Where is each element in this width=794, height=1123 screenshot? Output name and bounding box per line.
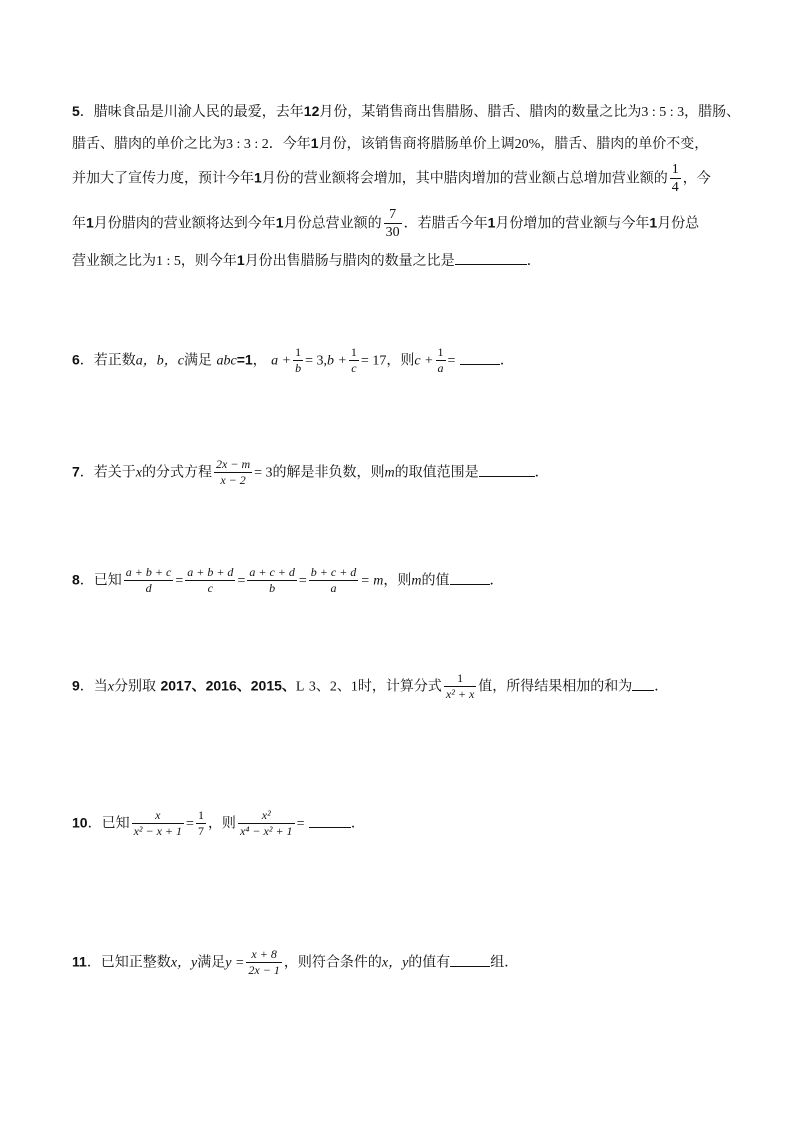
q5-line-1: 5．腊味食品是川渝人民的最爱，去年12月份，某销售商出售腊肠、腊舌、腊肉的数量之比为3 : 5 : 3，腊肠、 [72, 103, 741, 120]
answer-blank[interactable] [479, 464, 535, 477]
question-number: 7 [72, 463, 80, 480]
answer-blank[interactable] [450, 572, 490, 585]
fraction: $\frac{x + 8}{2x - 1}$ [248, 947, 280, 977]
fraction: $\frac{a + b + d}{c}$ [187, 565, 234, 595]
question-number: 6 [72, 351, 80, 368]
fraction: $\frac{b + c + d}{a}$ [310, 565, 357, 595]
fraction: $\frac{1}{4}$ [671, 162, 679, 195]
fraction: $\frac{1}{7}$ [197, 808, 204, 838]
answer-blank[interactable] [460, 352, 500, 365]
question-number: 8 [72, 571, 80, 588]
answer-blank[interactable] [455, 252, 527, 265]
ratio: 3 : 3 : 2 [226, 137, 269, 152]
question-number: 11 [72, 953, 87, 970]
worksheet-page: 5．腊味食品是川渝人民的最爱，去年12月份，某销售商出售腊肠、腊舌、腊肉的数量之比为3 : 5 : 3，腊肠、 腊舌、腊肉的单价之比为3 : 3 : 2．今年1月份，该销售商将腊肠单价上调20%，腊舌、腊肉的单价不变， 并加大了宣传力度，预计今年1月份的营业额将会增加，其中腊肉增加的营业额占总增加营业额的 $\frac{1}{4}$ ，今 年1月份腊肉的营业额将达到今年1月份总营业额的 $\frac{7}{30}$ ．若腊舌今年1月份增加的营业额与今年1月份总 营业额之比为1 : 5，则今年1月份出售腊肠与腊肉的数量之比是 ． 6．若正数a，b，c满足 abc=1， a + $\frac{1}{b}$ = 3,b + $\frac{1}{c}$ = 17，则c + $\frac{1}{a}$ = ． 7．若关于x的分式方程 $\frac{2x - m}{x - 2}$ = 3的解是非负数，则m的取值范围是 ． 8．已知 $\frac{a + b + c}{d}$ = $\frac{a + b + d}{c}$ = $\frac{a + c + d}{b}$ = $\frac{b + c + d}{a}$ = m，则m的值 ． 9．当x分别取 2017、2016、2015、L 3、2、1时，计算分式 $\frac{1}{\text{x² + x}}$ 值，所得结果相加的和为 ． 10．已知 $\frac{x}{\text{x² − x + 1}}$ = $\frac{1}{7}$ ，则 $\frac{\text{x²}}{\text{x⁴ − x² + 1}}$ = ． 11．已知正整数x，y满足y = $\frac{x + 8}{2x - 1}$ ，则符合条件的x，y的值有 组． [72, 103, 741, 977]
answer-blank[interactable] [632, 678, 654, 691]
fraction: $\frac{x}{\text{x² − x + 1}}$ [133, 808, 183, 838]
q5-line-3: 并加大了宣传力度，预计今年1月份的营业额将会增加，其中腊肉增加的营业额占总增加营业额的 $\frac{1}{4}$ ，今 [72, 162, 711, 195]
question-number: 10 [72, 814, 88, 831]
fraction: $\frac{7}{30}$ [385, 207, 400, 240]
answer-blank[interactable] [450, 954, 490, 967]
answer-blank[interactable] [309, 815, 351, 828]
fraction: $\frac{2x - m}{x - 2}$ [216, 457, 251, 487]
q5-line-5: 营业额之比为1 : 5，则今年1月份出售腊肠与腊肉的数量之比是 ． [72, 252, 541, 269]
fraction: $\frac{1}{a}$ [437, 345, 444, 375]
fraction: $\frac{a + b + c}{d}$ [125, 565, 172, 595]
ratio: 1 : 5 [156, 254, 181, 269]
question-number: 9 [72, 677, 80, 694]
fraction: $\frac{a + c + d}{b}$ [249, 565, 295, 595]
ratio: 3 : 5 : 3 [641, 105, 685, 120]
fraction: $\frac{1}{\text{x² + x}}$ [445, 671, 475, 701]
fraction: $\frac{1}{c}$ [350, 345, 357, 375]
fraction: $\frac{\text{x²}}{\text{x⁴ − x² + 1}}$ [239, 808, 293, 838]
q5-line-2: 腊舌、腊肉的单价之比为3 : 3 : 2．今年1月份，该销售商将腊肠单价上调20%，腊舌、腊肉的单价不变， [72, 135, 709, 152]
question-number: 5 [72, 103, 80, 119]
fraction: $\frac{1}{b}$ [295, 345, 302, 375]
q5-line-4: 年1月份腊肉的营业额将达到今年1月份总营业额的 $\frac{7}{30}$ ．若腊舌今年1月份增加的营业额与今年1月份总 [72, 207, 700, 240]
